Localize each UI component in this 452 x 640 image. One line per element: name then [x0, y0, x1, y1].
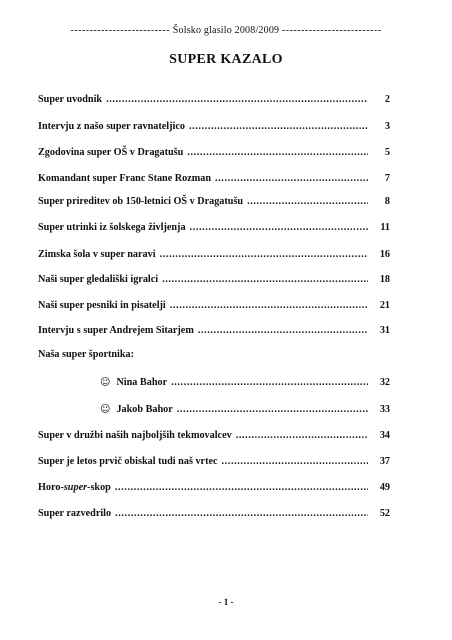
toc-entry-label: Nina Bahor — [116, 377, 168, 388]
toc-leader — [198, 325, 368, 336]
toc-leader — [160, 249, 368, 260]
toc-entry-label: Super razvedrilo — [38, 508, 112, 519]
page-number: - 1 - — [218, 597, 234, 607]
toc-entry-page: 2 — [384, 94, 390, 105]
toc-leader — [115, 482, 368, 493]
toc-leader — [236, 430, 368, 441]
toc-entry-label: Super utrinki iz šolskega življenja — [38, 222, 186, 233]
toc-entry — [38, 121, 390, 132]
section-heading: Naša super športnika: — [38, 349, 135, 360]
toc-entry-page: 37 — [379, 456, 390, 467]
toc-entry-label: Super uvodnik — [38, 94, 103, 105]
toc-entry-label: Super je letos prvič obiskal tudi naš vrtec — [38, 456, 218, 467]
toc-entry — [38, 325, 390, 336]
toc-leader — [171, 377, 368, 388]
toc-entry-label: Komandant super Franc Stane Rozman — [38, 173, 212, 184]
toc-entry-label: Naši super gledališki igralci — [38, 274, 159, 285]
toc-sub-entry — [100, 377, 390, 388]
horo-prefix: Horo- — [38, 482, 64, 493]
toc-entry-page: 52 — [379, 508, 390, 519]
toc-entry-label: Intervju z našo super ravnateljico — [38, 121, 185, 132]
toc-entry — [38, 249, 390, 260]
toc-entry — [38, 196, 390, 207]
horo-suffix: -skop — [87, 482, 111, 493]
toc-leader — [115, 508, 368, 519]
header-text: Šolsko glasilo 2008/2009 — [172, 25, 280, 36]
toc-entry-label: Zimska šola v super naravi — [38, 249, 156, 260]
toc-entry — [38, 274, 390, 285]
toc-leader — [189, 121, 368, 132]
toc-entry — [38, 300, 390, 311]
toc-entry — [38, 147, 390, 158]
toc-entry-page: 7 — [384, 173, 390, 184]
toc-entry-label — [38, 482, 111, 493]
toc-entry — [38, 94, 390, 105]
toc-entry — [38, 508, 390, 519]
smiley-icon: ☺ — [100, 404, 111, 415]
toc-entry — [38, 430, 390, 441]
toc-entry-page: 11 — [380, 222, 390, 233]
toc-entry — [38, 173, 390, 184]
toc-entry-page: 31 — [379, 325, 390, 336]
toc-entry-label: Intervju s super Andrejem Sitarjem — [38, 325, 194, 336]
toc-leader — [190, 222, 368, 233]
toc-leader — [222, 456, 368, 467]
toc-entry-page: 18 — [379, 274, 390, 285]
page-title: SUPER KAZALO — [169, 52, 283, 67]
smiley-icon: ☺ — [100, 377, 111, 388]
horo-italic: super — [63, 482, 88, 493]
toc-entry — [38, 456, 390, 467]
page-header — [0, 25, 452, 36]
toc-entry-label: Zgodovina super OŠ v Dragatušu — [38, 147, 184, 158]
header-dashes-left: -------------------------- — [70, 25, 171, 36]
toc-leader — [215, 173, 368, 184]
toc-sub-entry — [100, 404, 390, 415]
toc-entry — [38, 222, 390, 233]
toc-entry-horoskop — [38, 482, 390, 493]
toc-entry-page: 16 — [379, 249, 390, 260]
toc-entry-label: Super v družbi naših najboljših tekmovalcev — [38, 430, 232, 441]
toc-leader — [106, 94, 368, 105]
toc-entry-label: Jakob Bahor — [116, 404, 173, 415]
toc-entry-page: 8 — [384, 196, 390, 207]
toc-leader — [177, 404, 368, 415]
toc-entry-page: 34 — [379, 430, 390, 441]
toc-leader — [247, 196, 368, 207]
toc-leader — [162, 274, 368, 285]
toc-entry-label: Naši super pesniki in pisatelji — [38, 300, 166, 311]
toc-entry-page: 5 — [384, 147, 390, 158]
toc-entry-page: 32 — [379, 377, 390, 388]
toc-entry-page: 49 — [379, 482, 390, 493]
toc-leader — [170, 300, 368, 311]
toc-entry-page: 3 — [384, 121, 390, 132]
header-dashes-right: -------------------------- — [281, 25, 382, 36]
toc-entry-page: 21 — [379, 300, 390, 311]
toc-leader — [187, 147, 368, 158]
toc-entry-label: Super prireditev ob 150-letnici OŠ v Dragatušu — [38, 196, 244, 207]
toc-entry-page: 33 — [379, 404, 390, 415]
